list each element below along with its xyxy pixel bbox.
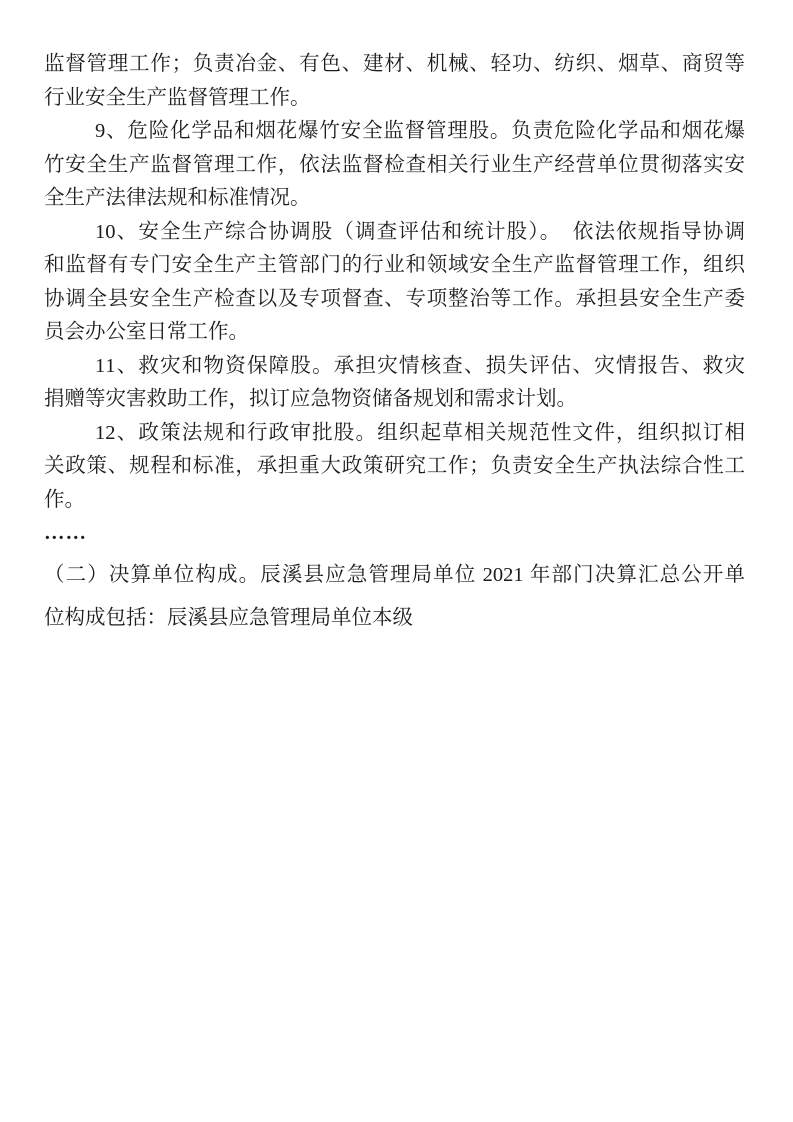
text-line: 10、安全生产综合协调股（调查评估和统计股）。 依法依规指导协调 [95, 220, 745, 243]
paragraph-item-12 [44, 417, 745, 518]
ellipsis-line: …… [44, 522, 87, 544]
paragraph-item-11 [44, 350, 745, 417]
text-line: 员会办公室日常工作。 [44, 321, 249, 343]
text-line: 位构成包括：辰溪县应急管理局单位本级 [44, 606, 413, 629]
text-line: （二）决算单位构成。辰溪县应急管理局单位 2021 年部门决算汇总公开单 [44, 563, 745, 586]
text-line: 竹安全生产监督管理工作，依法监督检查相关行业生产经营单位贯彻落实安 [44, 153, 745, 176]
text-line: 协调全县安全生产检查以及专项督查、专项整治等工作。承担县安全生产委 [44, 287, 745, 310]
paragraph-item-9 [44, 115, 745, 216]
text-line: 作。 [44, 488, 85, 511]
paragraph-unit-composition [44, 554, 745, 640]
text-line: 行业安全生产监督管理工作。 [44, 86, 311, 109]
text-line: 关政策、规程和标准，承担重大政策研究工作；负责安全生产执法综合性工 [44, 455, 745, 477]
text-line: 12、政策法规和行政审批股。组织起草相关规范性文件，组织拟订相 [95, 421, 745, 444]
text-line: 监督管理工作；负责冶金、有色、建材、机械、轻功、纺织、烟草、商贸等 [44, 53, 745, 75]
text-line: 全生产法律法规和标准情况。 [44, 187, 311, 209]
text-line: 9、危险化学品和烟花爆竹安全监督管理股。负责危险化学品和烟花爆 [95, 120, 745, 142]
paragraph-item-10 [44, 216, 745, 350]
text-line: 11、救灾和物资保障股。承担灾情核查、损失评估、灾情报告、救灾 [95, 354, 745, 377]
text-line: 和监督有专门安全生产主管部门的行业和领域安全生产监督管理工作，组织 [44, 254, 745, 276]
paragraph-continuation [44, 48, 745, 115]
text-line: 捐赠等灾害救助工作，拟订应急物资储备规划和需求计划。 [44, 388, 577, 410]
paragraph-ellipsis [44, 517, 745, 551]
